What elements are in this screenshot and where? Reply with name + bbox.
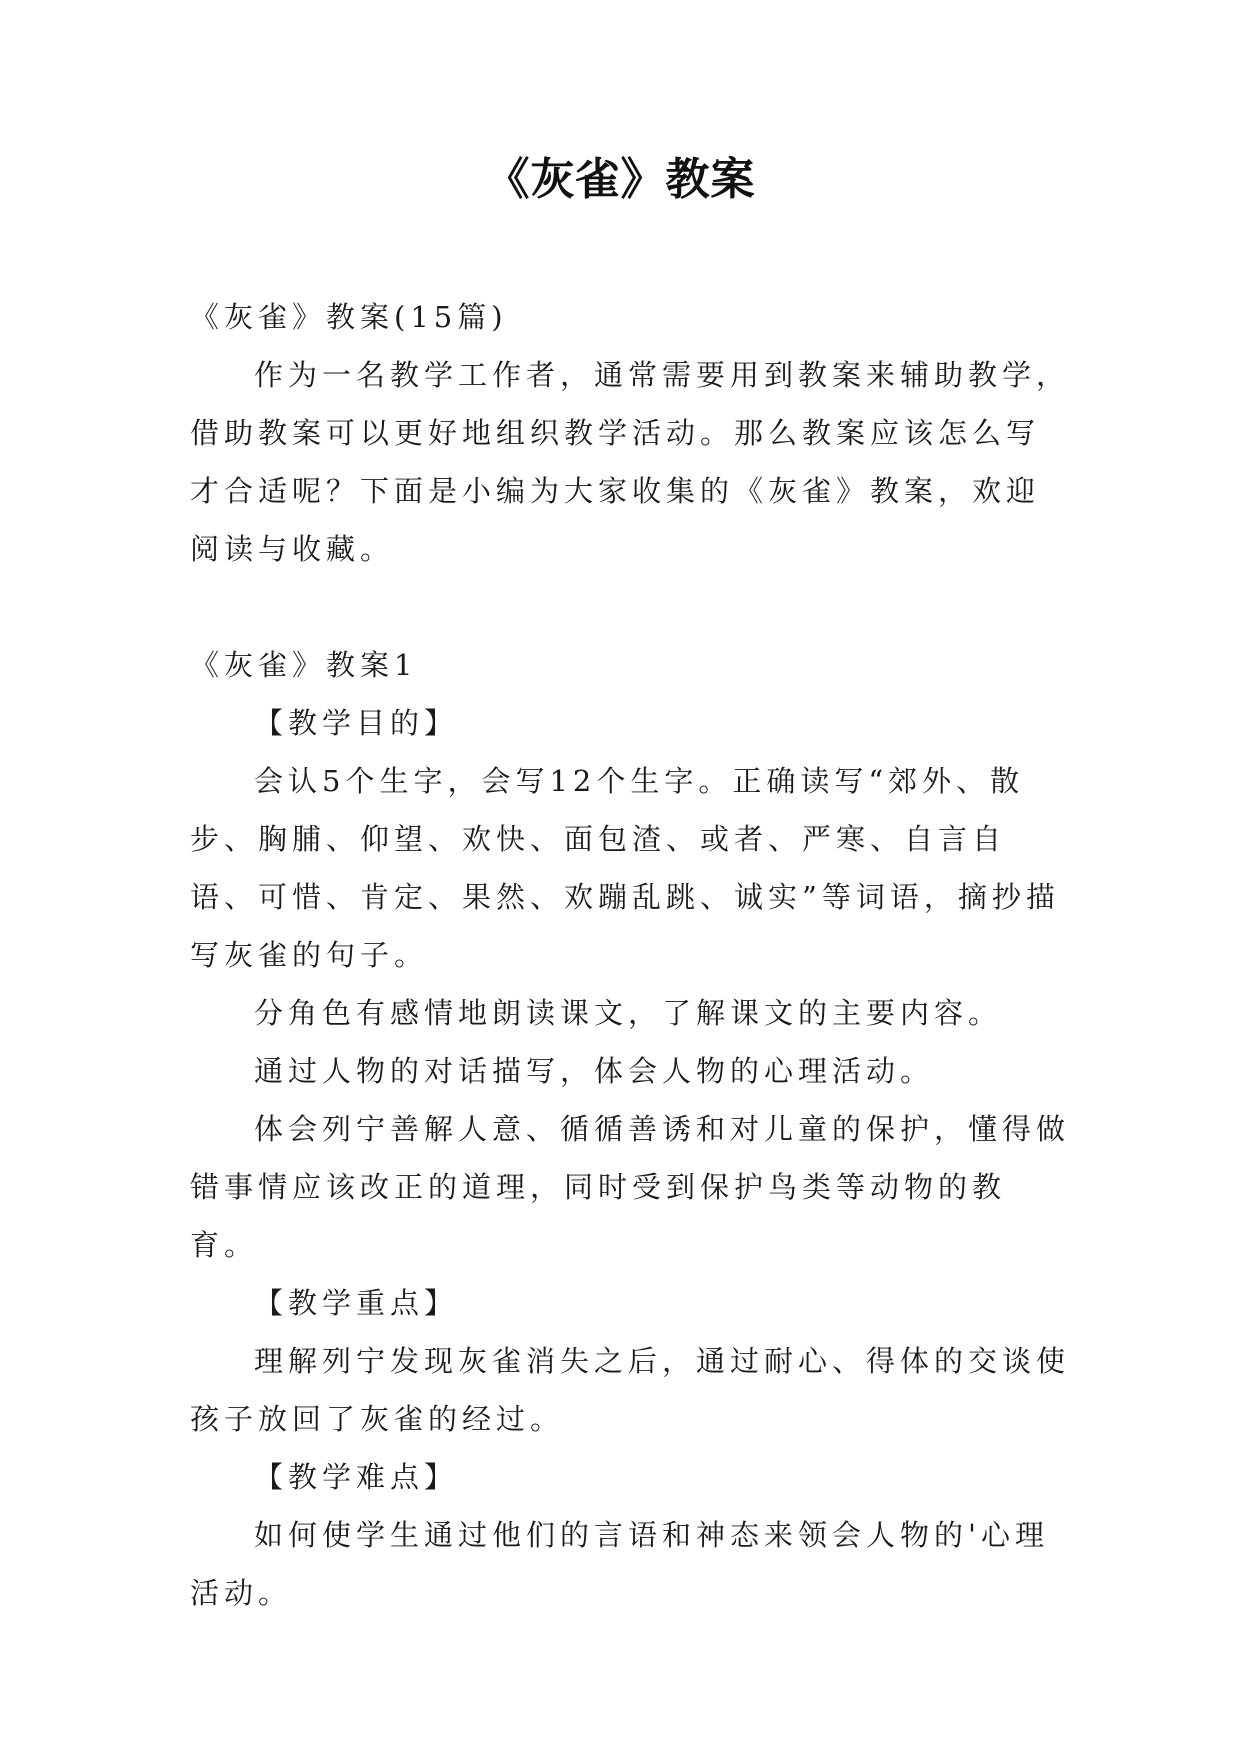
- objective-paragraph-4: 体会列宁善解人意、循循善诱和对儿童的保护，懂得做错事情应该改正的道理，同时受到保护鸟类等动物的教育。: [190, 1112, 1071, 1262]
- objective-paragraph-2: 分角色有感情地朗读课文，了解课文的主要内容。: [254, 996, 1003, 1030]
- objective-paragraph-3: 通过人物的对话描写，体会人物的心理活动。: [254, 1054, 935, 1088]
- difficulties-heading: 【教学难点】: [254, 1460, 459, 1494]
- paragraph-spacer: [190, 578, 1070, 636]
- document-subtitle: 《灰雀》教案(15篇): [190, 300, 508, 334]
- objective-paragraph-1: 会认5个生字，会写12个生字。正确读写“郊外、散步、胸脯、仰望、欢快、面包渣、或者、严寒、自言自语、可惜、肯定、果然、欢蹦乱跳、诚实”等词语，摘抄描写灰雀的句子。: [190, 764, 1060, 972]
- section-title: 《灰雀》教案1: [190, 648, 418, 682]
- key-points-paragraph: 理解列宁发现灰雀消失之后，通过耐心、得体的交谈使孩子放回了灰雀的经过。: [190, 1344, 1071, 1436]
- document-body: [190, 288, 1070, 1622]
- document-title: 《灰雀》教案: [485, 154, 756, 205]
- intro-paragraph: 作为一名教学工作者，通常需要用到教案来辅助教学，借助教案可以更好地组织教学活动。那么教案应该怎么写才合适呢？下面是小编为大家收集的《灰雀》教案，欢迎阅读与收藏。: [190, 358, 1071, 566]
- difficulties-paragraph: 如何使学生通过他们的言语和神态来领会人物的'心理活动。: [190, 1518, 1049, 1610]
- objectives-heading: 【教学目的】: [254, 706, 459, 740]
- key-points-heading: 【教学重点】: [254, 1286, 459, 1320]
